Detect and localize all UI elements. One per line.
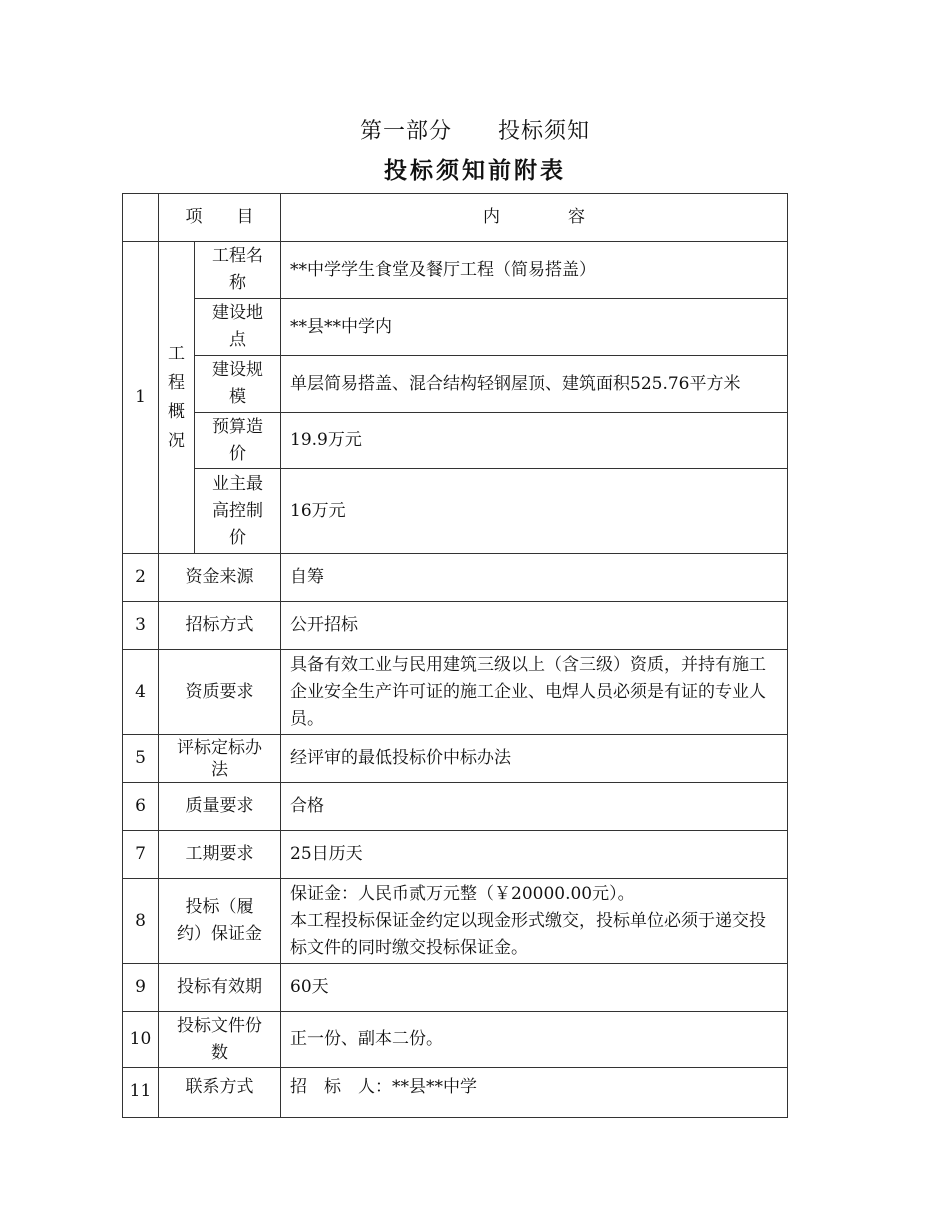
sub-label: 建设地点 [195, 299, 281, 356]
row-label: 投标文件份数 [159, 1012, 281, 1068]
row-number: 9 [123, 964, 159, 1012]
header-number-cell [123, 194, 159, 242]
group-char: 概 [168, 401, 185, 422]
row-value: 公开招标 [281, 602, 788, 650]
table-row [123, 650, 788, 735]
group-char: 程 [168, 372, 185, 393]
sub-value: 16万元 [281, 469, 788, 554]
table-row [123, 1012, 788, 1068]
part-number: 第一部分 [359, 119, 452, 144]
row-value: 自筹 [281, 554, 788, 602]
row-value: 招 标 人：**县**中学 [281, 1068, 788, 1118]
deposit-amount: 保证金：人民币贰万元整（￥20000.00元）。 [290, 883, 635, 904]
deposit-note: 本工程投标保证金约定以现金形式缴交，投标单位必须于递交投标文件的同时缴交投标保证金。 [290, 910, 766, 958]
row-label: 投标有效期 [159, 964, 281, 1012]
table-title: 投标须知前附表 [384, 158, 566, 184]
sub-label: 工程名称 [195, 242, 281, 299]
table-row [123, 783, 788, 831]
row-number: 6 [123, 783, 159, 831]
sub-label: 预算造价 [195, 413, 281, 469]
bid-instructions-table [122, 193, 788, 1118]
row-label: 评标定标办法 [159, 735, 281, 783]
table-row [123, 469, 788, 554]
row-value: 25日历天 [281, 831, 788, 879]
row-value: 具备有效工业与民用建筑三级以上（含三级）资质，并持有施工企业安全生产许可证的施工企业、电焊人员必须是有证的专业人员。 [281, 650, 788, 735]
table-row [123, 356, 788, 413]
sub-value: **中学学生食堂及餐厅工程（简易搭盖） [281, 242, 788, 299]
table-row [123, 242, 788, 299]
table-row [123, 602, 788, 650]
table-row [123, 831, 788, 879]
row-label: 招标方式 [159, 602, 281, 650]
row-number: 3 [123, 602, 159, 650]
row-number: 4 [123, 650, 159, 735]
row-value-deposit [281, 879, 788, 964]
row-value: 60天 [281, 964, 788, 1012]
header-item: 项 目 [159, 194, 281, 242]
sub-label: 建设规模 [195, 356, 281, 413]
table-row [123, 735, 788, 783]
row-number: 7 [123, 831, 159, 879]
table-row [123, 879, 788, 964]
table-row [123, 413, 788, 469]
table-row [123, 554, 788, 602]
row-label: 资金来源 [159, 554, 281, 602]
group-label-project-overview [159, 242, 195, 554]
row-label: 投标（履约）保证金 [159, 879, 281, 964]
row-number: 11 [123, 1068, 159, 1118]
sub-value: 单层简易搭盖、混合结构轻钢屋顶、建筑面积525.76平方米 [281, 356, 788, 413]
row-value: 经评审的最低投标价中标办法 [281, 735, 788, 783]
row-value: 正一份、副本二份。 [281, 1012, 788, 1068]
group-char: 况 [168, 430, 185, 451]
row-number: 10 [123, 1012, 159, 1068]
row-number: 2 [123, 554, 159, 602]
row-label: 工期要求 [159, 831, 281, 879]
row-number: 8 [123, 879, 159, 964]
row-label: 资质要求 [159, 650, 281, 735]
table-row [123, 299, 788, 356]
sub-value: 19.9万元 [281, 413, 788, 469]
header-content: 内 容 [281, 194, 788, 242]
part-heading [0, 114, 950, 145]
row-number: 1 [123, 242, 159, 554]
row-number: 5 [123, 735, 159, 783]
table-row [123, 1068, 788, 1118]
table-row [123, 964, 788, 1012]
table-header-row [123, 194, 788, 242]
group-char: 工 [168, 343, 185, 364]
row-label: 联系方式 [159, 1068, 281, 1118]
sub-value: **县**中学内 [281, 299, 788, 356]
row-label: 质量要求 [159, 783, 281, 831]
row-value: 合格 [281, 783, 788, 831]
part-title: 投标须知 [498, 119, 591, 144]
sub-label: 业主最高控制价 [195, 469, 281, 554]
